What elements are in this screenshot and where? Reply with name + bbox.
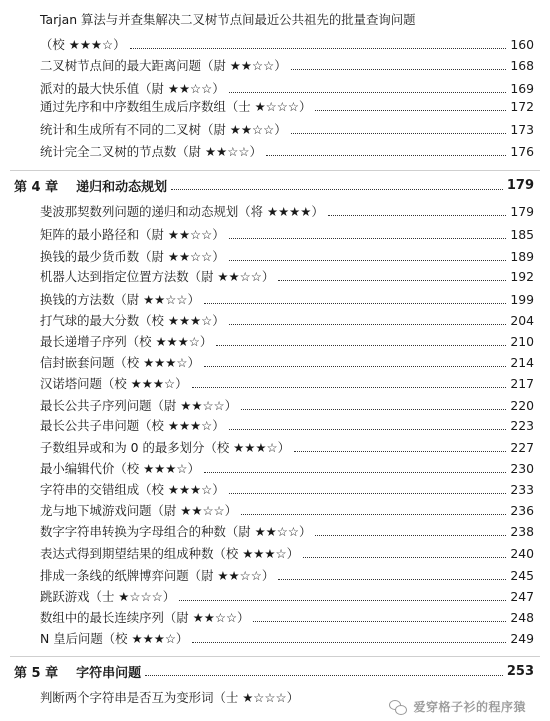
dot-leader bbox=[229, 238, 507, 239]
entry-title: 机器人达到指定位置方法数（尉 ★★☆☆） bbox=[40, 269, 275, 284]
entry-title: 数字字符串转换为字母组合的种数（尉 ★★☆☆） bbox=[40, 524, 312, 539]
entry-title: 打气球的最大分数（校 ★★★☆） bbox=[40, 313, 225, 328]
dot-leader bbox=[315, 110, 506, 111]
entry-title: 斐波那契数列问题的递归和动态规划（将 ★★★★） bbox=[40, 204, 324, 219]
watermark bbox=[389, 698, 526, 715]
entry-title: 最小编辑代价（校 ★★★☆） bbox=[40, 461, 200, 476]
entry-title: 二叉树节点间的最大距离问题（尉 ★★☆☆） bbox=[40, 58, 287, 73]
entry-page: 236 bbox=[510, 502, 534, 518]
entry-title: 表达式得到期望结果的组成种数（校 ★★★☆） bbox=[40, 546, 300, 561]
toc-entry[interactable] bbox=[40, 437, 534, 457]
entry-page: 233 bbox=[510, 481, 534, 497]
entry-page: 210 bbox=[510, 333, 534, 349]
entry-page: 240 bbox=[510, 545, 534, 561]
dot-leader bbox=[171, 189, 503, 190]
entry-title: 矩阵的最小路径和（尉 ★★☆☆） bbox=[40, 227, 225, 242]
dot-leader bbox=[204, 472, 506, 473]
dot-leader bbox=[241, 514, 506, 515]
dot-leader bbox=[303, 557, 506, 558]
entry-title: 最长递增子序列（校 ★★★☆） bbox=[40, 334, 213, 349]
dot-leader bbox=[229, 92, 507, 93]
toc-entry[interactable] bbox=[40, 55, 534, 75]
entry-title: 子数组异或和为 0 的最多划分（校 ★★★☆） bbox=[40, 440, 290, 455]
dot-leader bbox=[266, 155, 507, 156]
dot-leader bbox=[278, 280, 506, 281]
entry-page: 173 bbox=[510, 121, 534, 137]
dot-leader bbox=[192, 642, 506, 643]
entry-page: 223 bbox=[510, 417, 534, 433]
dot-leader bbox=[130, 48, 507, 49]
wechat-icon bbox=[389, 699, 407, 715]
chapter-title: 字符串问题 bbox=[76, 665, 142, 681]
entry-page: 220 bbox=[510, 397, 534, 413]
entry-page: 185 bbox=[510, 226, 534, 242]
entry-page: 245 bbox=[510, 567, 534, 583]
dot-leader bbox=[229, 429, 507, 430]
dot-leader bbox=[179, 600, 506, 601]
entry-title: （校 ★★★☆） bbox=[40, 37, 126, 52]
entry-title: 排成一条线的纸牌博弈问题（尉 ★★☆☆） bbox=[40, 568, 275, 583]
entry-page: 176 bbox=[510, 143, 534, 159]
dot-leader bbox=[278, 579, 506, 580]
toc-entry[interactable] bbox=[40, 119, 534, 139]
entry-title: N 皇后问题（校 ★★★☆） bbox=[40, 631, 189, 646]
dot-leader bbox=[291, 69, 507, 70]
entry-page: 230 bbox=[510, 460, 534, 476]
entry-page: 214 bbox=[510, 354, 534, 370]
dot-leader bbox=[216, 345, 506, 346]
dot-leader bbox=[204, 303, 506, 304]
dot-leader bbox=[241, 409, 506, 410]
toc-entry[interactable] bbox=[40, 395, 534, 415]
entry-title: 字符串的交错组成（校 ★★★☆） bbox=[40, 482, 225, 497]
toc-entry[interactable] bbox=[40, 310, 534, 330]
entry-title: 通过先序和中序数组生成后序数组（士 ★☆☆☆） bbox=[40, 99, 312, 114]
entry-page: 168 bbox=[510, 57, 534, 73]
toc-entry[interactable] bbox=[40, 415, 534, 435]
entry-title: 最长公共子串问题（校 ★★★☆） bbox=[40, 418, 225, 433]
entry-page: 199 bbox=[510, 291, 534, 307]
entry-page: 247 bbox=[510, 588, 534, 604]
dot-leader bbox=[229, 260, 507, 261]
toc-entry[interactable] bbox=[40, 78, 534, 98]
chapter-divider bbox=[10, 170, 540, 171]
toc-entry[interactable] bbox=[40, 201, 534, 221]
chapter-number: 第 4 章 bbox=[14, 179, 59, 195]
toc-entry[interactable] bbox=[40, 458, 534, 478]
entry-title: 统计和生成所有不同的二叉树（尉 ★★☆☆） bbox=[40, 122, 287, 137]
dot-leader bbox=[229, 493, 507, 494]
toc-entry[interactable] bbox=[40, 289, 534, 309]
toc-entry[interactable] bbox=[40, 246, 534, 266]
toc-entry[interactable] bbox=[40, 521, 534, 541]
entry-title: 汉诺塔问题（校 ★★★☆） bbox=[40, 376, 188, 391]
watermark-text: 爱穿格子衫的程序猿 bbox=[413, 700, 526, 714]
entry-title: 换钱的方法数（尉 ★★☆☆） bbox=[40, 292, 200, 307]
entry-title: 最长公共子序列问题（尉 ★★☆☆） bbox=[40, 398, 238, 413]
entry-page: 172 bbox=[510, 98, 534, 114]
entry-title: 数组中的最长连续序列（尉 ★★☆☆） bbox=[40, 610, 250, 625]
entry-page: 227 bbox=[510, 439, 534, 455]
chapter-number: 第 5 章 bbox=[14, 665, 59, 681]
toc-entry[interactable] bbox=[40, 500, 534, 520]
chapter-page: 179 bbox=[506, 177, 534, 193]
entry-page: 249 bbox=[510, 630, 534, 646]
chapter-page: 253 bbox=[506, 663, 534, 679]
entry-page: 204 bbox=[510, 312, 534, 328]
dot-leader bbox=[253, 621, 506, 622]
toc-entry[interactable] bbox=[40, 687, 360, 707]
entry-title: 信封嵌套问题（校 ★★★☆） bbox=[40, 355, 200, 370]
toc-entry[interactable] bbox=[40, 331, 534, 351]
dot-leader bbox=[145, 675, 503, 676]
dot-leader bbox=[229, 324, 507, 325]
entry-page: 160 bbox=[510, 36, 534, 52]
toc-entry[interactable] bbox=[40, 9, 534, 29]
chapter-title: 递归和动态规划 bbox=[76, 179, 168, 195]
entry-title: 龙与地下城游戏问题（尉 ★★☆☆） bbox=[40, 503, 238, 518]
entry-page: 169 bbox=[510, 80, 534, 96]
toc-entry[interactable] bbox=[40, 565, 534, 585]
entry-page: 217 bbox=[510, 375, 534, 391]
toc-entry[interactable] bbox=[40, 352, 534, 372]
toc-entry[interactable] bbox=[40, 607, 534, 627]
entry-title: 派对的最大快乐值（尉 ★★☆☆） bbox=[40, 81, 225, 96]
entry-title: 跳跃游戏（士 ★☆☆☆） bbox=[40, 589, 176, 604]
dot-leader bbox=[328, 215, 507, 216]
entry-page: 192 bbox=[510, 268, 534, 284]
entry-page: 248 bbox=[510, 609, 534, 625]
chapter-divider bbox=[10, 656, 540, 657]
toc-entry[interactable] bbox=[40, 34, 534, 54]
entry-title: Tarjan 算法与并查集解决二叉树节点间最近公共祖先的批量查询问题 bbox=[40, 12, 416, 27]
dot-leader bbox=[192, 387, 507, 388]
toc-entry[interactable] bbox=[40, 373, 534, 393]
toc-entry[interactable] bbox=[40, 96, 534, 116]
toc-entry[interactable] bbox=[40, 224, 534, 244]
dot-leader bbox=[315, 535, 506, 536]
toc-entry[interactable] bbox=[40, 266, 534, 286]
entry-page: 189 bbox=[510, 248, 534, 264]
toc-entry[interactable] bbox=[40, 543, 534, 563]
entry-title: 统计完全二叉树的节点数（尉 ★★☆☆） bbox=[40, 144, 262, 159]
chapter-heading[interactable] bbox=[14, 175, 534, 195]
toc-entry[interactable] bbox=[40, 479, 534, 499]
dot-leader bbox=[294, 451, 506, 452]
dot-leader bbox=[291, 133, 507, 134]
toc-entry[interactable] bbox=[40, 628, 534, 648]
entry-title: 换钱的最少货币数（尉 ★★☆☆） bbox=[40, 249, 225, 264]
entry-page: 179 bbox=[510, 203, 534, 219]
entry-page: 238 bbox=[510, 523, 534, 539]
entry-title: 判断两个字符串是否互为变形词（士 ★☆☆☆） bbox=[40, 690, 300, 705]
dot-leader bbox=[204, 366, 506, 367]
toc-entry[interactable] bbox=[40, 141, 534, 161]
chapter-heading[interactable] bbox=[14, 661, 534, 681]
toc-entry[interactable] bbox=[40, 586, 534, 606]
